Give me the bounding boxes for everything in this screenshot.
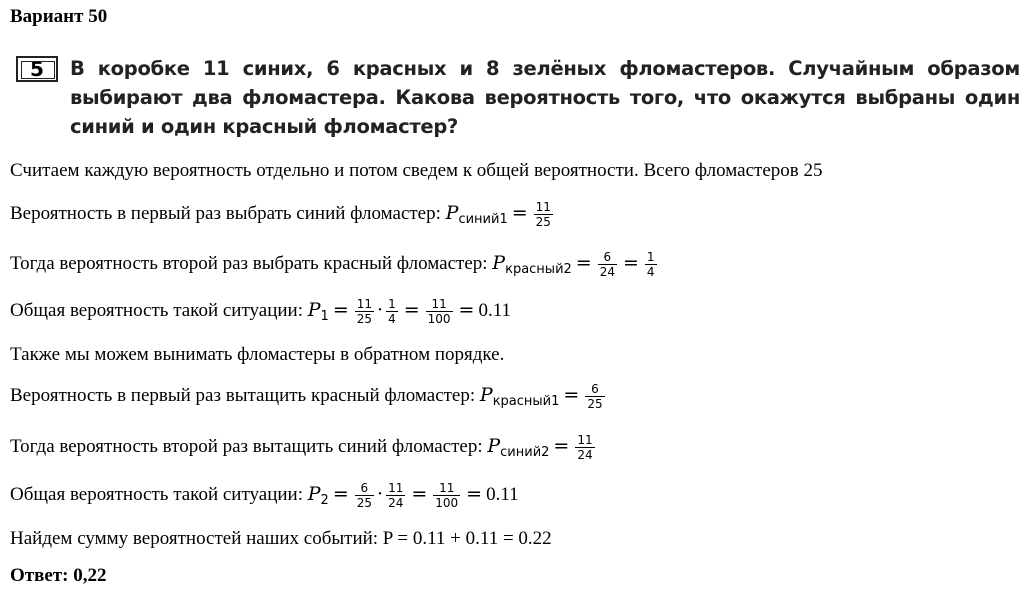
step-2-fraction-1 <box>598 250 617 279</box>
equals-sign: = <box>403 298 420 321</box>
numerator: 11 <box>535 200 551 214</box>
task-number-box: 5 <box>16 56 58 82</box>
denominator: 4 <box>646 265 655 279</box>
p-symbol: P <box>307 482 321 505</box>
step-1-text: Вероятность в первый раз выбрать синий фломастер: <box>10 202 446 224</box>
denominator: 25 <box>587 397 603 411</box>
equals-sign: = <box>411 482 428 505</box>
denominator: 24 <box>599 265 615 279</box>
equals-sign: = <box>332 298 349 321</box>
solution-step-4 <box>10 382 607 411</box>
solution-step-6 <box>10 481 519 510</box>
numerator: 1 <box>646 250 655 264</box>
step-1-subscript: синий1 <box>458 211 508 227</box>
p-symbol: P <box>307 298 321 321</box>
equals-sign: = <box>575 251 592 274</box>
numerator: 1 <box>388 297 396 311</box>
denominator: 100 <box>427 312 451 326</box>
denominator: 25 <box>356 312 373 326</box>
numerator: 6 <box>598 250 617 265</box>
numerator: 11 <box>388 481 404 495</box>
solution-sum: Найдем сумму вероятностей наших событий: P = 0.11 + 0.11 = 0.22 <box>10 528 552 549</box>
denominator: 25 <box>356 496 373 510</box>
variant-title: Вариант 50 <box>10 6 108 27</box>
denominator: 25 <box>535 215 551 229</box>
step-3-fraction-3 <box>426 297 453 326</box>
step-3-text: Общая вероятность такой ситуации: <box>10 299 308 321</box>
step-2-fraction-2 <box>645 250 657 279</box>
step-4-text: Вероятность в первый раз вытащить красный фломастер: <box>10 384 480 406</box>
step-6-fraction-2 <box>386 481 405 510</box>
solution-step-1 <box>10 200 555 229</box>
denominator: 24 <box>388 496 404 510</box>
p-symbol: P <box>487 434 501 457</box>
step-6-subscript: 2 <box>320 492 329 508</box>
task-statement: В коробке 11 синих, 6 красных и 8 зелёных фломастеров. Случайным образом выбирают два фломастера. Какова вероятность того, что окажутся выбраны один синий и один красный фломастер? <box>70 57 1020 138</box>
step-4-subscript: красный1 <box>492 393 560 409</box>
equals-sign: = <box>458 298 475 321</box>
step-3-subscript: 1 <box>320 308 329 324</box>
p-symbol: P <box>492 251 506 274</box>
equals-sign: = <box>623 251 639 274</box>
multiply-dot: · <box>377 298 384 321</box>
denominator: 24 <box>577 448 593 462</box>
step-2-subscript: красный2 <box>505 261 572 277</box>
equals-sign: = <box>332 482 349 505</box>
numerator: 6 <box>355 481 374 496</box>
numerator: 11 <box>577 433 593 447</box>
equals-sign: = <box>466 482 483 505</box>
p-symbol: P <box>479 383 493 406</box>
step-3-fraction-2 <box>386 297 398 326</box>
equals-sign: = <box>563 383 580 406</box>
step-5-text: Тогда вероятность второй раз вытащить синий фломастер: <box>10 435 488 457</box>
step-3-result: 0.11 <box>478 299 511 321</box>
denominator: 100 <box>435 496 459 510</box>
equals-sign: = <box>553 434 570 457</box>
denominator: 4 <box>388 312 396 326</box>
step-6-fraction-1 <box>355 481 374 510</box>
numerator: 11 <box>426 297 453 312</box>
step-3-fraction-1 <box>355 297 374 326</box>
solution-intro: Считаем каждую вероятность отдельно и потом сведем к общей вероятности. Всего фломастеров 25 <box>10 160 823 181</box>
numerator: 11 <box>356 297 373 311</box>
step-5-fraction <box>575 433 594 462</box>
solution-reverse-note: Также мы можем вынимать фломастеры в обратном порядке. <box>10 344 505 365</box>
solution-step-5 <box>10 433 597 462</box>
step-6-fraction-3 <box>433 481 460 510</box>
answer: Ответ: 0,22 <box>10 565 107 586</box>
step-6-text: Общая вероятность такой ситуации: <box>10 483 308 505</box>
step-4-fraction <box>585 382 604 411</box>
p-symbol: P <box>445 201 459 224</box>
equals-sign: = <box>511 201 528 224</box>
numerator: 6 <box>585 382 604 397</box>
step-1-fraction <box>534 200 553 229</box>
numerator: 11 <box>433 481 460 496</box>
multiply-dot: · <box>377 482 384 505</box>
solution-step-3 <box>10 297 511 326</box>
solution-step-2 <box>10 250 659 279</box>
step-6-result: 0.11 <box>486 483 519 505</box>
step-2-text: Тогда вероятность второй раз выбрать красный фломастер: <box>10 252 493 274</box>
step-5-subscript: синий2 <box>500 444 550 460</box>
